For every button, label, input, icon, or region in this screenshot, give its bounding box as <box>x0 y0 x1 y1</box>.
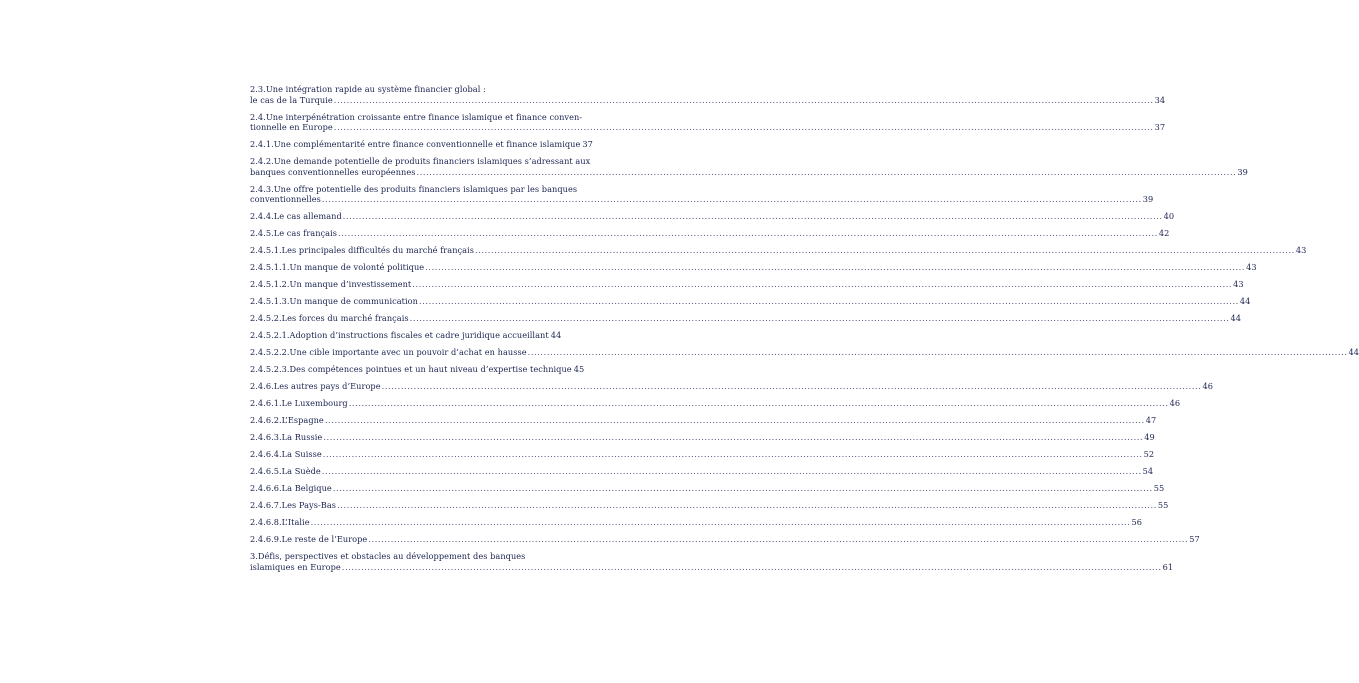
toc-page-number: 34 <box>1154 94 1166 105</box>
toc-page-number: 44 <box>550 330 562 341</box>
dot-leader <box>410 313 1230 324</box>
toc-entry-leader-line <box>250 432 1155 443</box>
dot-leader <box>419 296 1239 307</box>
toc-page-number: 61 <box>1162 561 1174 572</box>
toc-entry[interactable] <box>250 139 593 150</box>
toc-entry-leader-line <box>250 122 1166 133</box>
toc-page-number: 43 <box>1246 262 1257 273</box>
table-of-contents <box>250 84 1359 579</box>
toc-entry[interactable] <box>250 517 1142 528</box>
toc-entry-title: 2.4.5.1.Les principales difficultés du marché français <box>250 245 474 256</box>
dot-leader <box>322 466 1142 477</box>
toc-entry-title: 2.4.6.9.Le reste de l’Europe <box>250 534 368 544</box>
toc-entry-title: 2.4.6.4.La Suisse <box>250 449 322 460</box>
toc-entry-title: 2.4.5.1.3.Un manque de communication <box>250 296 418 307</box>
toc-entry[interactable] <box>250 483 1165 494</box>
toc-entry[interactable] <box>250 313 1242 324</box>
toc-entry-leader-line <box>250 561 1174 573</box>
toc-entry-leader-line <box>250 534 1200 545</box>
toc-entry[interactable] <box>250 432 1155 443</box>
toc-entry[interactable] <box>250 466 1154 477</box>
dot-leader <box>334 122 1154 133</box>
toc-page-number: 37 <box>582 139 593 150</box>
toc-page-number: 54 <box>1142 466 1154 477</box>
toc-entry-leader-line <box>250 279 1244 290</box>
toc-entry-leader-line <box>250 449 1155 460</box>
dot-leader <box>425 262 1245 273</box>
toc-entry-title: 2.4.5.1.1.Un manque de volonté politique <box>250 262 425 273</box>
toc-page-number: 39 <box>1237 166 1248 177</box>
toc-page-number: 40 <box>1163 211 1175 222</box>
toc-page-number: 43 <box>1233 279 1244 290</box>
toc-entry[interactable] <box>250 347 1359 358</box>
dot-leader <box>412 279 1232 290</box>
toc-entry-leader-line <box>250 166 1248 178</box>
toc-page-number: 45 <box>573 364 585 375</box>
toc-entry[interactable] <box>250 296 1251 307</box>
toc-page-number: 47 <box>1145 415 1157 426</box>
toc-entry-leader-line <box>250 211 1175 222</box>
dot-leader <box>337 500 1157 511</box>
dot-leader <box>349 398 1169 409</box>
toc-page-number: 49 <box>1144 432 1155 443</box>
toc-entry-title: 2.4.5.2.Les forces du marché français <box>250 313 409 324</box>
toc-entry[interactable] <box>250 279 1244 290</box>
toc-entry[interactable] <box>250 84 1166 105</box>
toc-entry-leader-line <box>250 330 562 341</box>
toc-entry-title: 2.4.6.1.Le Luxembourg <box>250 398 348 409</box>
toc-page-number: 37 <box>1154 122 1166 133</box>
toc-entry-title: 2.4.5.2.3.Des compétences pointues et un haut niveau d’expertise technique <box>250 364 572 375</box>
dot-leader <box>334 95 1154 106</box>
toc-page-number: 56 <box>1131 517 1142 528</box>
toc-entry[interactable] <box>250 111 1166 133</box>
toc-page-number: 43 <box>1295 245 1307 256</box>
dot-leader <box>322 194 1142 205</box>
toc-page-number: 55 <box>1153 483 1165 494</box>
toc-entry-title: 2.4.6.5.La Suède <box>250 466 321 477</box>
toc-entry-title: 2.4.5.Le cas français <box>250 228 338 239</box>
toc-entry-title-line: 2.4.Une interpénétration croissante entre finance islamique et finance conven- <box>250 111 583 122</box>
dot-leader <box>368 534 1188 545</box>
toc-entry-leader-line <box>250 517 1142 528</box>
toc-page-number: 44 <box>1230 313 1242 324</box>
toc-entry[interactable] <box>250 534 1200 545</box>
toc-page-number: 52 <box>1143 449 1155 460</box>
toc-page-number: 46 <box>1169 398 1181 409</box>
toc-page-number: 46 <box>1202 381 1213 392</box>
toc-entry-title: le cas de la Turquie <box>250 94 333 105</box>
toc-entry-leader-line <box>250 415 1157 426</box>
toc-entry-title: 2.4.1.Une complémentarité entre finance conventionnelle et finance islamique <box>250 139 581 150</box>
dot-leader <box>342 562 1162 573</box>
toc-entry-title: conventionnelles <box>250 194 321 205</box>
toc-page-number: 55 <box>1157 500 1169 511</box>
toc-entry-title: 2.4.6.7.Les Pays-Bas <box>250 500 337 511</box>
toc-entry-leader-line <box>250 500 1169 511</box>
toc-entry-leader-line <box>250 381 1213 392</box>
toc-entry-leader-line <box>250 296 1251 307</box>
toc-entry-leader-line <box>250 347 1359 358</box>
dot-leader <box>343 211 1163 222</box>
toc-entry-title: 2.4.5.2.2.Une cible importante avec un pouvoir d’achat en hausse <box>250 347 527 358</box>
toc-page-number: 44 <box>1239 296 1251 307</box>
dot-leader <box>323 449 1143 460</box>
toc-entry-leader-line <box>250 245 1307 256</box>
dot-leader <box>338 228 1158 239</box>
toc-entry[interactable] <box>250 245 1307 256</box>
toc-entry-leader-line <box>250 228 1170 239</box>
dot-leader <box>325 415 1145 426</box>
toc-entry-title-line: 2.3.Une intégration rapide au système financier global : <box>250 84 486 94</box>
toc-entry[interactable] <box>250 381 1213 392</box>
toc-entry-title: 2.4.6.8.L’Italie <box>250 517 310 528</box>
toc-entry-title: tionnelle en Europe <box>250 122 333 133</box>
dot-leader <box>323 432 1143 443</box>
toc-entry-title: 2.4.6.2.L’Espagne <box>250 415 324 426</box>
toc-page-number: 42 <box>1158 228 1170 239</box>
dot-leader <box>528 347 1348 358</box>
toc-page-number: 39 <box>1142 194 1154 205</box>
toc-page-number: 44 <box>1348 347 1359 358</box>
toc-entry[interactable] <box>250 550 1174 572</box>
toc-entry-leader-line <box>250 139 593 150</box>
dot-leader <box>417 167 1237 178</box>
toc-entry[interactable] <box>250 228 1170 239</box>
toc-entry[interactable] <box>250 262 1257 273</box>
toc-entry-leader-line <box>250 313 1242 324</box>
dot-leader <box>382 381 1202 392</box>
toc-entry-title: 2.4.6.6.La Belgique <box>250 483 332 494</box>
toc-entry[interactable] <box>250 156 1248 177</box>
toc-entry-leader-line <box>250 194 1154 205</box>
dot-leader <box>311 517 1131 528</box>
toc-entry-title-line: 3.Défis, perspectives et obstacles au développement des banques <box>250 550 526 561</box>
toc-entry[interactable] <box>250 211 1175 222</box>
toc-entry[interactable] <box>250 183 1154 205</box>
toc-entry[interactable] <box>250 415 1157 426</box>
toc-entry-leader-line <box>250 94 1166 106</box>
toc-entry-leader-line <box>250 262 1257 273</box>
toc-entry-title-line: 2.4.3.Une offre potentielle des produits financiers islamiques par les banques <box>250 183 578 194</box>
toc-entry-leader-line <box>250 483 1165 494</box>
toc-entry-title: 2.4.5.1.2.Un manque d’investissement <box>250 279 412 290</box>
toc-entry-title: 2.4.6.Les autres pays d’Europe <box>250 381 381 392</box>
toc-entry[interactable] <box>250 398 1181 409</box>
toc-entry[interactable] <box>250 500 1169 511</box>
dot-leader <box>475 245 1295 256</box>
toc-entry[interactable] <box>250 364 585 375</box>
toc-entry-title: 2.4.5.2.1.Adoption d’instructions fiscales et cadre juridique accueillant <box>250 330 549 341</box>
toc-entry-title: 2.4.4.Le cas allemand <box>250 211 342 222</box>
toc-entry[interactable] <box>250 449 1155 460</box>
toc-entry-title: banques conventionnelles européennes <box>250 166 416 177</box>
toc-entry-leader-line <box>250 466 1154 477</box>
toc-entry-title-line: 2.4.2.Une demande potentielle de produits financiers islamiques s’adressant aux <box>250 156 591 167</box>
toc-entry-leader-line <box>250 364 585 375</box>
toc-entry-title: 2.4.6.3.La Russie <box>250 432 323 443</box>
dot-leader <box>333 483 1153 494</box>
toc-entry[interactable] <box>250 330 562 341</box>
toc-entry-leader-line <box>250 398 1181 409</box>
toc-page-number: 57 <box>1189 534 1200 544</box>
toc-entry-title: islamiques en Europe <box>250 561 341 572</box>
